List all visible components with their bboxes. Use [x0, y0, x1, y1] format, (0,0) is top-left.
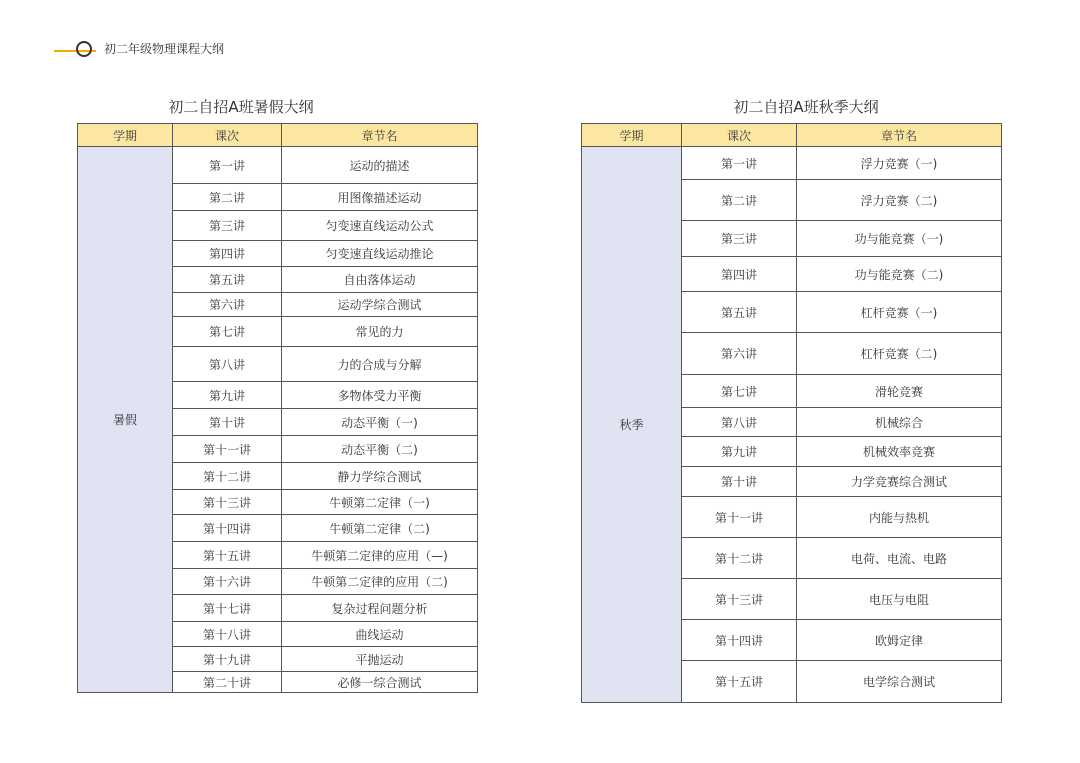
chapter-cell: 运动的描述	[282, 147, 478, 184]
lesson-cell: 第十三讲	[682, 579, 797, 620]
chapter-cell: 牛顿第二定律（二)	[282, 515, 478, 542]
chapter-cell: 自由落体运动	[282, 267, 478, 293]
lesson-cell: 第四讲	[173, 241, 282, 267]
lesson-cell: 第五讲	[173, 267, 282, 293]
lesson-cell: 第十一讲	[173, 436, 282, 463]
lesson-cell: 第十四讲	[682, 620, 797, 661]
autumn-table-title: 初二自招A班秋季大纲	[733, 98, 879, 116]
chapter-cell: 功与能竞赛（二)	[797, 257, 1002, 292]
lesson-cell: 第二讲	[173, 184, 282, 211]
lesson-cell: 第十二讲	[173, 463, 282, 490]
chapter-cell: 电荷、电流、电路	[797, 538, 1002, 579]
lesson-cell: 第十四讲	[173, 515, 282, 542]
lesson-cell: 第二十讲	[173, 672, 282, 693]
lesson-cell: 第十九讲	[173, 647, 282, 672]
lesson-cell: 第十三讲	[173, 490, 282, 515]
chapter-cell: 用图像描述运动	[282, 184, 478, 211]
lesson-cell: 第九讲	[682, 437, 797, 467]
header-lesson: 课次	[682, 124, 797, 147]
table-header-row	[78, 124, 478, 147]
lesson-cell: 第十八讲	[173, 622, 282, 647]
chapter-cell: 浮力竞赛（二)	[797, 180, 1002, 221]
chapter-cell: 匀变速直线运动推论	[282, 241, 478, 267]
chapter-cell: 电学综合测试	[797, 661, 1002, 703]
chapter-cell: 电压与电阻	[797, 579, 1002, 620]
page-header-title: 初二年级物理课程大纲	[104, 42, 225, 56]
term-cell: 秋季	[582, 147, 682, 703]
lesson-cell: 第四讲	[682, 257, 797, 292]
autumn-outline-table	[581, 123, 1002, 703]
lesson-cell: 第八讲	[173, 347, 282, 382]
summer-table-title: 初二自招A班暑假大纲	[168, 98, 314, 116]
chapter-cell: 牛顿第二定律的应用（二)	[282, 569, 478, 595]
chapter-cell: 多物体受力平衡	[282, 382, 478, 409]
header-lesson: 课次	[173, 124, 282, 147]
summer-outline-table	[77, 123, 478, 693]
term-cell: 暑假	[78, 147, 173, 693]
chapter-cell: 静力学综合测试	[282, 463, 478, 490]
lesson-cell: 第一讲	[173, 147, 282, 184]
chapter-cell: 动态平衡（二)	[282, 436, 478, 463]
header-chapter: 章节名	[797, 124, 1002, 147]
lesson-cell: 第三讲	[173, 211, 282, 241]
chapter-cell: 浮力竞赛（一)	[797, 147, 1002, 180]
chapter-cell: 常见的力	[282, 317, 478, 347]
circle-bullet-icon	[76, 41, 92, 57]
chapter-cell: 平抛运动	[282, 647, 478, 672]
chapter-cell: 滑轮竞赛	[797, 375, 1002, 408]
chapter-cell: 牛顿第二定律的应用（—)	[282, 542, 478, 569]
chapter-cell: 动态平衡（一)	[282, 409, 478, 436]
lesson-cell: 第十二讲	[682, 538, 797, 579]
chapter-cell: 复杂过程问题分析	[282, 595, 478, 622]
lesson-cell: 第十讲	[173, 409, 282, 436]
lesson-cell: 第六讲	[682, 333, 797, 375]
lesson-cell: 第一讲	[682, 147, 797, 180]
chapter-cell: 必修一综合测试	[282, 672, 478, 693]
lesson-cell: 第五讲	[682, 292, 797, 333]
chapter-cell: 欧姆定律	[797, 620, 1002, 661]
chapter-cell: 杠杆竞赛（一)	[797, 292, 1002, 333]
chapter-cell: 杠杆竞赛（二)	[797, 333, 1002, 375]
lesson-cell: 第九讲	[173, 382, 282, 409]
lesson-cell: 第三讲	[682, 221, 797, 257]
lesson-cell: 第十六讲	[173, 569, 282, 595]
chapter-cell: 曲线运动	[282, 622, 478, 647]
lesson-cell: 第十七讲	[173, 595, 282, 622]
chapter-cell: 运动学综合测试	[282, 293, 478, 317]
lesson-cell: 第八讲	[682, 408, 797, 437]
lesson-cell: 第十一讲	[682, 497, 797, 538]
chapter-cell: 力学竞赛综合测试	[797, 467, 1002, 497]
chapter-cell: 牛顿第二定律（一)	[282, 490, 478, 515]
lesson-cell: 第七讲	[173, 317, 282, 347]
lesson-cell: 第二讲	[682, 180, 797, 221]
chapter-cell: 机械综合	[797, 408, 1002, 437]
lesson-cell: 第七讲	[682, 375, 797, 408]
table-row	[582, 147, 1002, 180]
header-chapter: 章节名	[282, 124, 478, 147]
chapter-cell: 匀变速直线运动公式	[282, 211, 478, 241]
lesson-cell: 第十讲	[682, 467, 797, 497]
chapter-cell: 机械效率竞赛	[797, 437, 1002, 467]
table-header-row	[582, 124, 1002, 147]
chapter-cell: 功与能竞赛（一)	[797, 221, 1002, 257]
header-term: 学期	[582, 124, 682, 147]
lesson-cell: 第十五讲	[682, 661, 797, 703]
chapter-cell: 力的合成与分解	[282, 347, 478, 382]
lesson-cell: 第十五讲	[173, 542, 282, 569]
chapter-cell: 内能与热机	[797, 497, 1002, 538]
header-term: 学期	[78, 124, 173, 147]
table-row	[78, 147, 478, 184]
lesson-cell: 第六讲	[173, 293, 282, 317]
